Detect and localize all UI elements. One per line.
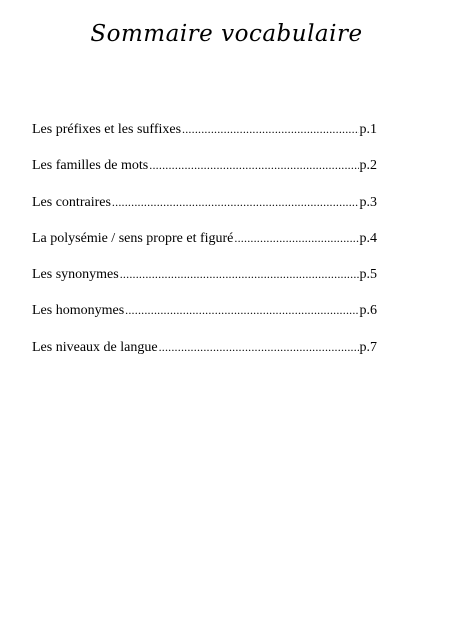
toc-entry-synonymes (32, 265, 377, 301)
toc-entry-homonymes (32, 301, 377, 337)
toc-entry-label: Les homonymes (32, 303, 125, 319)
dot-leader (112, 193, 359, 211)
dot-leader (182, 120, 358, 138)
toc-entry-prefixes-suffixes (32, 120, 377, 156)
dot-leader (125, 301, 358, 319)
toc-entry-niveaux-langue (32, 338, 377, 374)
toc-entry-page: p.2 (359, 158, 377, 174)
dot-leader (234, 229, 358, 247)
toc-entry-polysemie (32, 229, 377, 265)
toc-entry-label: Les niveaux de langue (32, 339, 158, 355)
toc-entry-page: p.7 (359, 339, 377, 355)
toc-entry-page: p.3 (359, 194, 377, 210)
toc-entry-label: Les synonymes (32, 267, 119, 283)
toc-entry-page: p.6 (359, 303, 377, 319)
dot-leader (159, 338, 359, 356)
toc-entry-label: Les contraires (32, 194, 111, 210)
toc-entry-contraires (32, 193, 377, 229)
toc-entry-label: Les familles de mots (32, 158, 149, 174)
toc-entry-familles (32, 156, 377, 192)
toc-entry-label: La polysémie / sens propre et figuré (32, 230, 234, 246)
toc-entry-page: p.5 (359, 267, 377, 283)
page-title: Sommaire vocabulaire (90, 21, 363, 47)
toc-entry-page: p.4 (359, 230, 377, 246)
dot-leader (120, 265, 359, 283)
toc-entry-page: p.1 (359, 122, 377, 137)
table-of-contents (32, 120, 377, 374)
toc-entry-label: Les préfixes et les suffixes (32, 122, 182, 137)
dot-leader (149, 156, 358, 174)
